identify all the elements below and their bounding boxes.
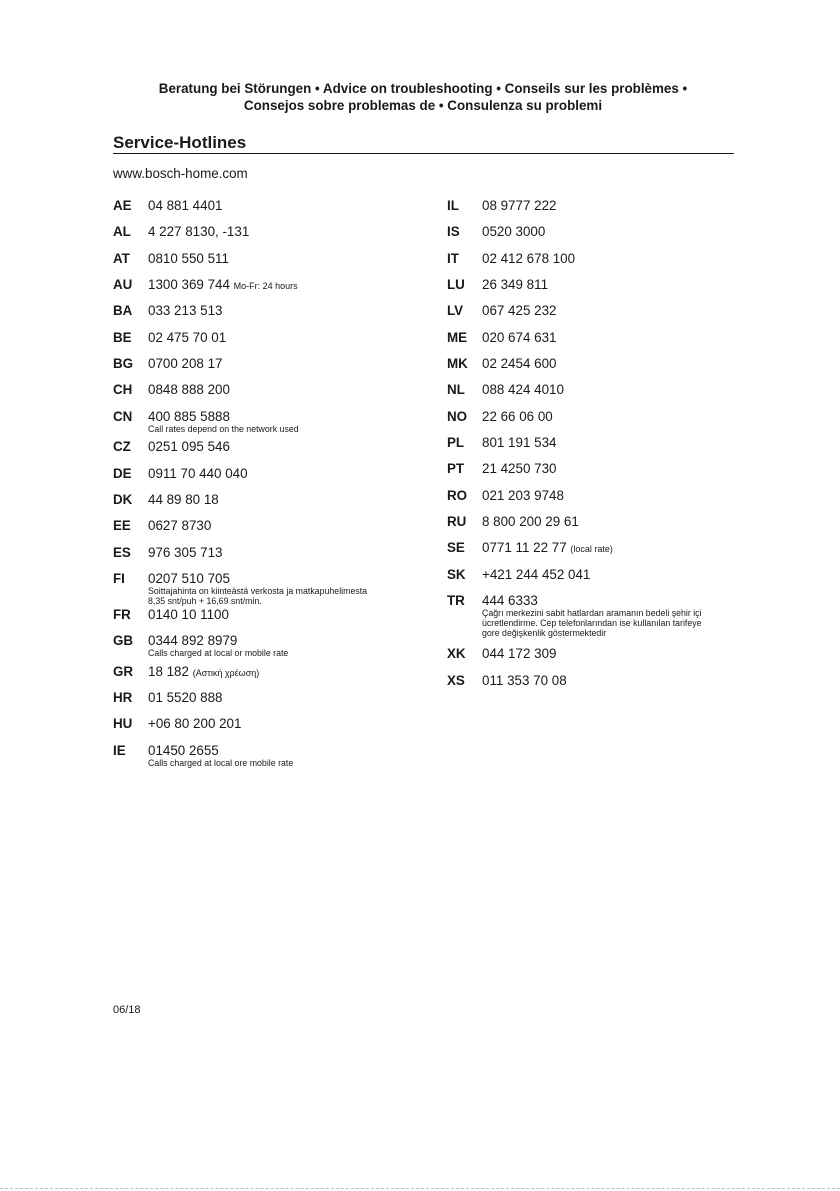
hotline-number[interactable]: 067 425 232: [482, 303, 557, 319]
hotline-entry: [447, 197, 747, 223]
hotline-number-line: [148, 329, 413, 346]
country-code: GB: [113, 633, 134, 648]
hotline-number[interactable]: 0344 892 8979: [148, 633, 238, 648]
hotline-entry: [447, 250, 747, 276]
hotline-number[interactable]: +06 80 200 201: [148, 716, 242, 732]
country-code: ME: [447, 329, 468, 345]
hotline-number-line: [148, 606, 413, 623]
hotline-entry: [447, 487, 747, 513]
hotline-note: ücretlendirme. Cep telefonlarından ise kullanılan tarifeye: [482, 618, 702, 629]
hotline-note: Soittajahinta on kiinteästä verkosta ja matkapuhelimesta: [148, 586, 368, 597]
hotline-entry: [113, 381, 413, 407]
hotline-entry: [113, 276, 413, 302]
hotline-number[interactable]: 08 9777 222: [482, 198, 557, 213]
country-code: LV: [447, 303, 464, 319]
hotline-number[interactable]: 033 213 513: [148, 303, 223, 319]
hotline-number[interactable]: 01450 2655: [148, 742, 219, 758]
page-edge: [0, 1188, 840, 1189]
hotline-list-left: [113, 197, 413, 772]
hotline-number-line: [148, 663, 413, 682]
hotline-entry: [113, 250, 413, 276]
hotline-number-line: [482, 645, 747, 662]
hotline-entry: [113, 742, 413, 773]
hotline-entry: [447, 329, 747, 355]
country-code: IT: [447, 250, 459, 266]
hotline-number-line: [148, 408, 413, 425]
country-code: AT: [113, 250, 130, 266]
country-code: HR: [113, 690, 133, 706]
country-code: BA: [113, 303, 133, 319]
hotline-number-line: [482, 355, 747, 372]
hotline-entry: [113, 715, 413, 741]
hotline-number-line: [148, 544, 413, 561]
rate-note: (Αστική χρέωση): [192, 667, 260, 678]
header-line-1: Beratung bei Störungen • Advice on troubleshooting • Conseils sur les problèmes •: [158, 81, 688, 96]
hotline-entry: [113, 465, 413, 491]
hotline-entry: [447, 223, 747, 249]
hotline-note: Calls charged at local ore mobile rate: [148, 757, 294, 768]
country-code: IE: [113, 742, 126, 758]
hotline-number[interactable]: 18 182: [148, 663, 189, 679]
hotline-number[interactable]: 0520 3000: [482, 224, 546, 240]
country-code: AU: [113, 277, 133, 293]
website-link[interactable]: www.bosch-home.com: [113, 166, 248, 181]
hotline-number[interactable]: 8 800 200 29 61: [482, 514, 579, 530]
hotline-entry: [447, 566, 747, 592]
country-code: EE: [113, 518, 131, 534]
country-code: PT: [447, 461, 465, 477]
country-code: NO: [447, 408, 468, 424]
hotline-number-line: [482, 381, 747, 398]
hotline-note: gore değişkenlik göstermektedir: [482, 628, 607, 639]
hotline-entry: [113, 689, 413, 715]
hotline-entry: [447, 592, 747, 645]
hotline-entry: [447, 460, 747, 486]
hotline-number-line: [148, 632, 413, 649]
hotline-entry: [113, 570, 413, 606]
country-code: GR: [113, 663, 134, 679]
hotline-number[interactable]: 1300 369 744: [148, 277, 230, 293]
hotline-number[interactable]: 0140 10 1100: [148, 606, 229, 622]
hotline-number[interactable]: 0251 095 546: [148, 439, 230, 455]
hotline-number[interactable]: 011 353 70 08: [482, 672, 567, 688]
country-code: DK: [113, 492, 133, 508]
country-code: NL: [447, 382, 465, 398]
country-code: FR: [113, 606, 131, 622]
country-code: CZ: [113, 439, 131, 455]
country-code: XS: [447, 672, 465, 688]
hotline-entry: [447, 408, 747, 434]
hotline-list-right: [447, 197, 747, 698]
hotline-number-line: [482, 513, 747, 530]
hotline-number-line: [482, 539, 747, 558]
hotline-number-line: [482, 197, 747, 214]
hotline-entry: [113, 517, 413, 543]
hotline-number-line: [148, 715, 413, 732]
hotline-number-line: [148, 355, 413, 372]
hotline-number[interactable]: 0911 70 440 040: [148, 465, 248, 481]
hotline-number-line: [148, 223, 413, 240]
hotline-number-line: [482, 566, 747, 583]
hotline-number[interactable]: 22 66 06 00: [482, 408, 553, 424]
country-code: RU: [447, 514, 467, 530]
hotline-number-line: [148, 491, 413, 508]
hotline-number[interactable]: 0207 510 705: [148, 571, 230, 587]
hotline-number-line: [148, 438, 413, 455]
country-code: AL: [113, 224, 131, 240]
hotline-entry: [447, 276, 747, 302]
hotline-number-line: [148, 276, 413, 295]
hotline-entry: [447, 645, 747, 671]
hotline-number[interactable]: 02 412 678 100: [482, 250, 576, 266]
country-code: CH: [113, 382, 133, 398]
hotline-number[interactable]: 020 674 631: [482, 329, 557, 345]
rate-note: Mo-Fr: 24 hours: [233, 281, 298, 292]
hotline-number-line: [482, 250, 747, 267]
country-code: BG: [113, 356, 134, 372]
hotline-number[interactable]: 02 2454 600: [482, 356, 557, 372]
hotline-number[interactable]: 088 424 4010: [482, 382, 564, 398]
hotline-number[interactable]: 021 203 9748: [482, 487, 564, 503]
hotline-number[interactable]: 44 89 80 18: [148, 492, 219, 508]
country-code: FI: [113, 571, 125, 587]
hotline-entry: [447, 355, 747, 381]
hotline-entry: [447, 434, 747, 460]
hotline-number[interactable]: 21 4250 730: [482, 461, 557, 477]
country-code: BE: [113, 329, 132, 345]
country-code: SK: [447, 566, 466, 582]
hotline-number-line: [148, 570, 413, 587]
country-code: DE: [113, 465, 132, 481]
hotline-number[interactable]: 4 227 8130, -131: [148, 224, 250, 240]
hotline-entry: [113, 632, 413, 663]
hotline-entry: [113, 438, 413, 464]
hotline-number[interactable]: 01 5520 888: [148, 690, 223, 706]
hotline-entry: [447, 513, 747, 539]
title-divider: [113, 153, 734, 154]
country-code: RO: [447, 487, 468, 503]
hotline-entry: [113, 408, 413, 439]
hotline-number[interactable]: 976 305 713: [148, 544, 223, 560]
hotline-note: Call rates depend on the network used: [148, 423, 299, 434]
hotline-number-line: [148, 465, 413, 482]
country-code: TR: [447, 593, 465, 609]
hotline-number-line: [482, 487, 747, 504]
hotline-number-line: [482, 592, 747, 609]
hotline-entry: [447, 302, 747, 328]
hotline-note: 8,35 snt/puh + 16,69 snt/min.: [148, 596, 262, 607]
hotline-number-line: [148, 250, 413, 267]
hotline-number-line: [148, 689, 413, 706]
hotline-number-line: [482, 672, 747, 689]
rate-note: (local rate): [570, 544, 613, 555]
hotline-number-line: [482, 408, 747, 425]
hotline-number[interactable]: 0627 8730: [148, 518, 212, 534]
country-code: ES: [113, 544, 131, 560]
hotline-entry: [113, 197, 413, 223]
hotline-number-line: [482, 460, 747, 477]
page-title: Service-Hotlines: [113, 133, 247, 152]
hotline-number[interactable]: 0700 208 17: [148, 356, 223, 372]
country-code: XK: [447, 646, 466, 662]
hotline-number-line: [148, 381, 413, 398]
hotline-number[interactable]: 400 885 5888: [148, 408, 230, 424]
hotline-number[interactable]: 801 191 534: [482, 435, 557, 451]
hotline-entry: [113, 491, 413, 517]
hotline-number[interactable]: 0771 11 22 77: [482, 540, 567, 556]
hotline-number-line: [148, 197, 413, 214]
hotline-entry: [113, 606, 413, 632]
country-code: LU: [447, 277, 465, 293]
hotline-number[interactable]: +421 244 452 041: [482, 566, 591, 582]
hotline-entry: [447, 672, 747, 698]
country-code: IS: [447, 224, 460, 240]
country-code: CN: [113, 408, 133, 424]
hotline-entry: [113, 544, 413, 570]
hotline-entry: [113, 223, 413, 249]
hotline-number-line: [482, 434, 747, 451]
hotline-number-line: [482, 302, 747, 319]
hotline-number-line: [148, 742, 413, 759]
hotline-number-line: [482, 276, 747, 293]
hotline-number-line: [482, 223, 747, 240]
hotline-number[interactable]: 444 6333: [482, 593, 538, 609]
country-code: IL: [447, 198, 459, 213]
hotline-number-line: [148, 302, 413, 319]
hotline-note: Çağrı merkezini sabit hatlardan aramanın bedeli şehir içi: [482, 608, 702, 619]
hotline-number-line: [148, 517, 413, 534]
edition-date: 06/18: [113, 1004, 141, 1016]
hotline-entry: [113, 329, 413, 355]
hotline-entry: [113, 663, 413, 689]
hotline-number[interactable]: 26 349 811: [482, 277, 549, 293]
hotline-entry: [113, 355, 413, 381]
hotline-number[interactable]: 044 172 309: [482, 646, 557, 662]
country-code: MK: [447, 356, 468, 372]
header-line-2: Consejos sobre problemas de • Consulenza su problemi: [243, 98, 603, 113]
hotline-number-line: [482, 329, 747, 346]
country-code: AE: [113, 198, 132, 213]
page-header: [113, 80, 733, 114]
hotline-number[interactable]: 04 881 4401: [148, 198, 223, 213]
hotline-number[interactable]: 0810 550 511: [148, 250, 229, 266]
hotline-number[interactable]: 0848 888 200: [148, 382, 230, 398]
country-code: PL: [447, 435, 465, 451]
country-code: HU: [113, 716, 133, 732]
hotline-entry: [447, 539, 747, 565]
hotline-number[interactable]: 02 475 70 01: [148, 329, 227, 345]
hotline-note: Calls charged at local or mobile rate: [148, 648, 289, 658]
country-code: SE: [447, 540, 465, 556]
hotline-entry: [113, 302, 413, 328]
hotline-entry: [447, 381, 747, 407]
